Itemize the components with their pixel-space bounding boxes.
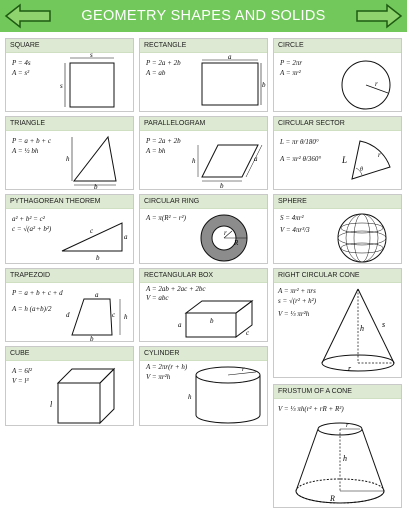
square-diagram [60, 53, 130, 111]
card-parallelogram[interactable] [139, 116, 268, 190]
label-b: b [94, 183, 98, 189]
card-title: PYTHAGOREAN THEOREM [6, 195, 133, 209]
perimeter-formula: P = 2a + 2b [146, 59, 181, 67]
theorem-formula: a² + b² = c² [12, 215, 45, 223]
card-pythagorean-theorem[interactable] [5, 194, 134, 264]
area-formula: A = ab [146, 69, 166, 77]
label-l: l [50, 400, 53, 409]
label-a: a [95, 291, 99, 299]
card-title: RECTANGLE [140, 39, 267, 53]
card-title: CIRCLE [274, 39, 401, 53]
rectangle-diagram [194, 53, 266, 111]
card-title: TRAPEZOID [6, 269, 133, 283]
slant-formula: s = √(r² + h²) [278, 297, 317, 305]
surface-formula: A = 2ab + 2ac + 2bc [146, 285, 206, 293]
card-title: FRUSTUM OF A CONE [274, 385, 401, 399]
card-sphere[interactable] [273, 194, 402, 264]
card-title: CIRCULAR SECTOR [274, 117, 401, 131]
perimeter-formula: P = 2a + 2b [146, 137, 181, 145]
area-formula: A = π(R² − r²) [146, 214, 186, 222]
perimeter-formula: P = a + b + c + d [12, 289, 63, 297]
card-title: SPHERE [274, 195, 401, 209]
label-h: h [192, 157, 196, 165]
label-a: a [228, 53, 232, 61]
area-formula: A = h (a+b)/2 [12, 305, 52, 313]
card-frustum-of-a-cone[interactable] [273, 384, 402, 508]
parallelogram-diagram [192, 131, 266, 189]
label-d: d [66, 311, 70, 319]
label-a: a [254, 155, 258, 163]
label-theta: θ [360, 167, 363, 173]
card-title: PARALLELOGRAM [140, 117, 267, 131]
card-title: RECTANGULAR BOX [140, 269, 267, 283]
card-rectangular-box[interactable] [139, 268, 268, 342]
area-formula: A = s² [12, 69, 30, 77]
triangle-diagram [58, 131, 130, 189]
volume-formula: V = πr²h [146, 373, 171, 381]
perimeter-formula: P = 4s [12, 59, 31, 67]
area-formula: A = ½ bh [12, 147, 39, 155]
label-c: c [90, 227, 94, 235]
label-c: c [112, 311, 116, 319]
volume-formula: V = l³ [12, 377, 29, 385]
label-h: h [360, 324, 364, 333]
arrow-right-icon [353, 3, 403, 29]
card-title: CIRCULAR RING [140, 195, 267, 209]
card-title: CYLINDER [140, 347, 267, 361]
label-b: b [262, 81, 266, 89]
card-square[interactable] [5, 38, 134, 112]
volume-formula: V = abc [146, 294, 169, 302]
label-c: c [246, 329, 250, 337]
label-h: h [188, 393, 192, 401]
card-triangle[interactable] [5, 116, 134, 190]
label-h: h [343, 454, 347, 463]
card-circular-ring[interactable] [139, 194, 268, 264]
card-title: CUBE [6, 347, 133, 361]
label-b: b [96, 254, 100, 262]
label-a: a [178, 321, 182, 329]
arrow-left-icon [4, 3, 54, 29]
forward-button[interactable] [353, 3, 403, 29]
card-circular-sector[interactable] [273, 116, 402, 190]
box-diagram [176, 297, 266, 341]
volume-formula: V = 4πr³/3 [280, 226, 310, 234]
surface-formula: A = 2πr(r + h) [146, 363, 188, 371]
label-b: b [220, 182, 224, 189]
card-cube[interactable] [5, 346, 134, 426]
volume-formula: V = ⅓ πr²h [278, 310, 310, 318]
surface-formula: S = 4πr² [280, 214, 304, 222]
label-b: b [210, 317, 214, 325]
card-circle[interactable] [273, 38, 402, 112]
label-r: r [346, 421, 349, 429]
card-title: TRIANGLE [6, 117, 133, 131]
arc-length-formula: L = πr θ/180° [280, 138, 319, 146]
page-title: GEOMETRY SHAPES AND SOLIDS [81, 8, 326, 24]
label-h: h [124, 313, 128, 321]
label-r: r [378, 151, 381, 159]
label-R: R [234, 239, 239, 247]
volume-formula: V = ⅓ πh(r² + rR + R²) [278, 405, 344, 413]
label-a: a [124, 233, 128, 241]
label-h: h [66, 155, 70, 163]
surface-formula: A = πr² + πrs [278, 287, 316, 295]
card-title: SQUARE [6, 39, 133, 53]
label-b: b [90, 335, 94, 341]
label-R: R [330, 494, 335, 503]
label-s: s [382, 320, 386, 329]
card-right-circular-cone[interactable] [273, 268, 402, 378]
label-r: r [375, 80, 378, 88]
trapezoid-diagram [58, 291, 134, 341]
cone-diagram [314, 283, 400, 377]
cube-diagram [46, 363, 132, 425]
card-title: RIGHT CIRCULAR CONE [274, 269, 401, 283]
card-cylinder[interactable] [139, 346, 268, 426]
cylinder-diagram [186, 361, 266, 425]
hypotenuse-formula: c = √(a² + b²) [12, 225, 52, 233]
right-triangle-diagram [56, 215, 132, 263]
area-formula: A = πr² θ/360° [280, 155, 322, 163]
card-trapezoid[interactable] [5, 268, 134, 342]
frustum-diagram [284, 415, 394, 507]
sector-diagram [338, 131, 402, 189]
header-bar [0, 0, 407, 32]
label-r: r [348, 364, 352, 373]
sphere-diagram [332, 210, 394, 264]
card-rectangle[interactable] [139, 38, 268, 112]
label-r: r [242, 365, 245, 373]
back-button[interactable] [4, 3, 54, 29]
label-s-side: s [60, 82, 63, 90]
label-L: L [342, 155, 348, 165]
surface-formula: A = 6l² [12, 367, 32, 375]
ring-diagram [196, 211, 256, 263]
circle-diagram [330, 53, 400, 111]
area-formula: A = bh [146, 147, 166, 155]
perimeter-formula: P = 2πr [280, 59, 303, 67]
label-r: r [224, 229, 227, 237]
label-s-top: s [90, 53, 93, 59]
perimeter-formula: P = a + b + c [12, 137, 51, 145]
area-formula: A = πr² [280, 69, 301, 77]
